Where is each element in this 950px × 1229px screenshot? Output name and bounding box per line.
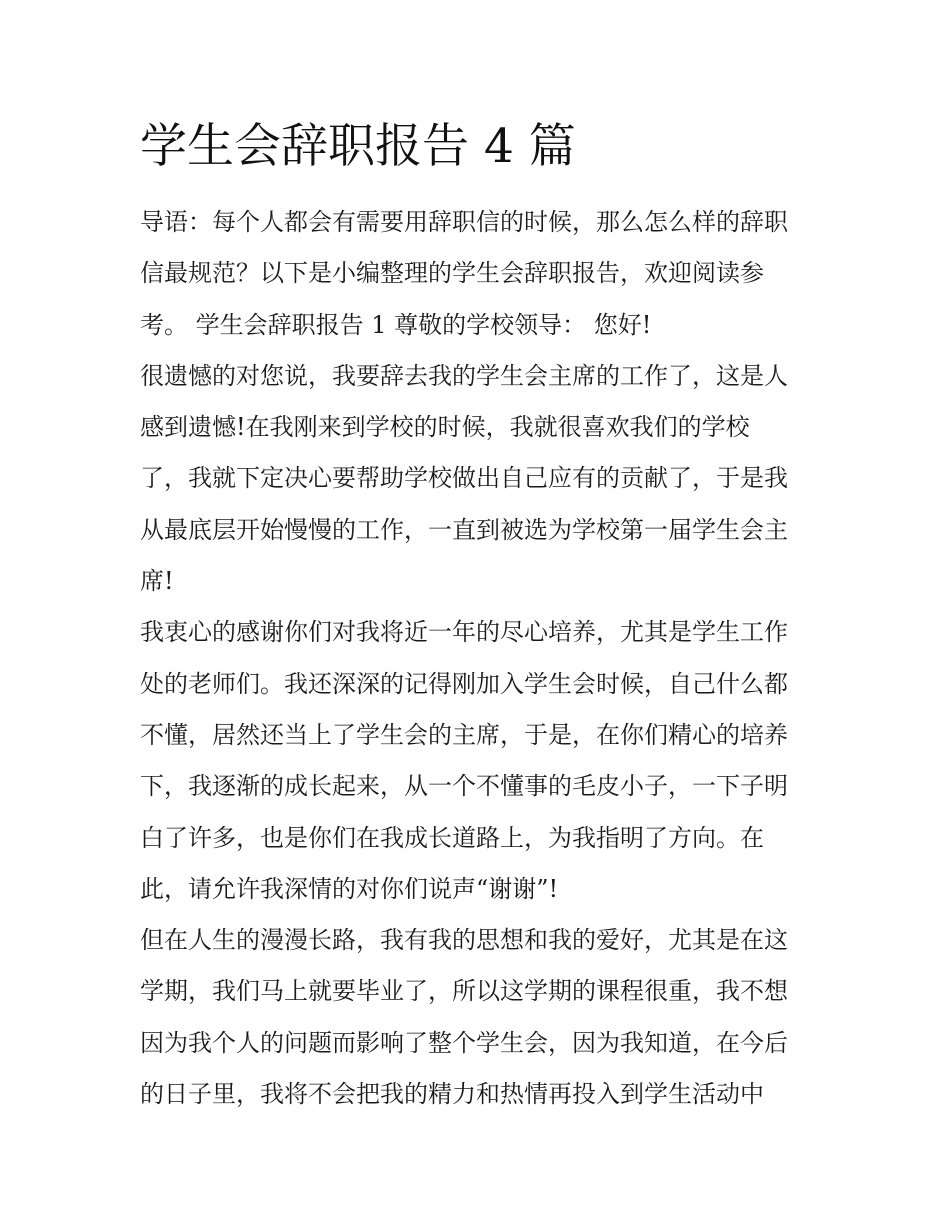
text-line: 很遗憾的对您说，我要辞去我的学生会主席的工作了，这是人 [140,361,788,390]
text-line: 白了许多，也是你们在我成长道路上，为我指明了方向。在 [140,823,764,852]
text-line: 导语：每个人都会有需要用辞职信的时候，那么怎么样的辞职 [140,208,788,236]
text-line: 处的老师们。我还深深的记得刚加入学生会时候，自己什么都 [140,669,788,698]
text-line: 学期，我们马上就要毕业了，所以这学期的课程很重，我不想 [140,977,788,1006]
text-line: 信最规范？以下是小编整理的学生会辞职报告，欢迎阅读参 [140,259,764,288]
text-line: 从最底层开始慢慢的工作，一直到被选为学校第一届学生会主 [140,515,788,544]
text-line: 下，我逐渐的成长起来，从一个不懂事的毛皮小子，一下子明 [140,772,788,801]
text-line: 但在人生的漫漫长路，我有我的思想和我的爱好，尤其是在这 [140,926,788,955]
page-title: 学生会辞职报告 4 篇 [140,119,576,174]
text-line: 此，请允许我深情的对你们说声“谢谢”! [140,874,559,903]
text-line: 的日子里，我将不会把我的精力和热情再投入到学生活动中 [140,1080,764,1109]
text-line: 我衷心的感谢你们对我将近一年的尽心培养，尤其是学生工作 [140,618,788,647]
text-line: 席! [140,567,174,596]
body-text [140,197,830,1120]
text-line: 不懂，居然还当上了学生会的主席，于是，在你们精心的培养 [140,720,788,749]
text-line: 考。 学生会辞职报告 1 尊敬的学校领导： 您好! [140,310,652,339]
text-line: 了，我就下定决心要帮助学校做出自己应有的贡献了，于是我 [140,464,788,493]
text-line: 因为我个人的问题而影响了整个学生会，因为我知道，在今后 [140,1028,788,1057]
text-line: 感到遗憾!在我刚来到学校的时候，我就很喜欢我们的学校 [140,413,750,442]
